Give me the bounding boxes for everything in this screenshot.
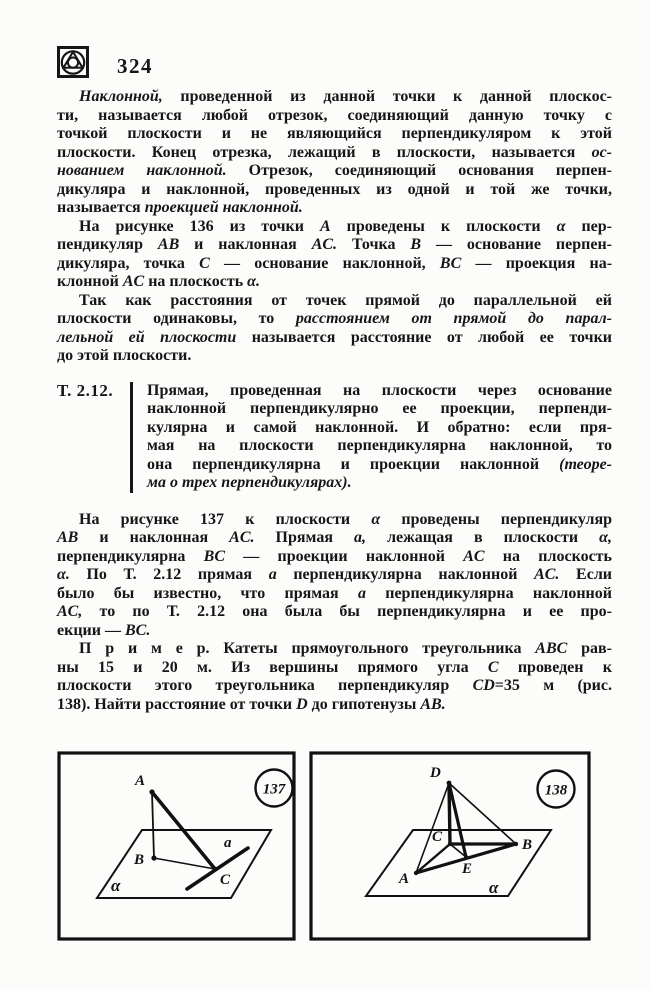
point-label-b-137: B — [134, 852, 145, 868]
text-line: дикуляра и наклонной, проведенных из одной и той же точки, — [57, 180, 612, 198]
text-line: пендикуляр AB и наклонная AC. Точка B — основание перпен- — [57, 236, 612, 253]
text-line: П р и м е р. Катеты прямоугольного треугольника ABC рав- — [79, 640, 612, 657]
text-line: плоскости этого треугольника перпендикуляр CD=35 м (рис. — [57, 677, 612, 694]
point-d-dot — [447, 781, 452, 786]
point-e-dot — [464, 855, 468, 859]
text-line: наклонной перпендикулярно ее проекции, перпенди- — [147, 400, 612, 417]
text-line: называется проекцией наклонной. — [57, 199, 303, 216]
point-c-dot-138 — [448, 842, 452, 846]
text-line: кулярна и самой наклонной. И обратно: если пря- — [147, 418, 612, 436]
paragraph-example — [57, 640, 612, 714]
text-line: плоскости. Конец отрезка, лежащий в плоскости, называется ос- — [57, 143, 612, 161]
point-a-dot — [149, 789, 154, 794]
theorem-block — [57, 382, 612, 493]
text-line: перпендикулярна BC — проекции наклонной AC на плоскость — [57, 547, 612, 565]
figure-137-border — [59, 753, 294, 939]
point-label-a-138: A — [399, 871, 410, 887]
point-a-dot-138 — [414, 871, 418, 875]
point-label-c-138: C — [432, 829, 443, 845]
text-line: она перпендикулярна и проекции наклонной (теоре- — [147, 455, 612, 473]
figure-137-panel — [57, 751, 296, 941]
plane-label-alpha-138: α — [489, 878, 499, 897]
plane-label-alpha-137: α — [111, 876, 121, 895]
point-label-d-138: D — [430, 765, 441, 781]
text-line: до этой плоскости. — [57, 347, 192, 364]
theorem-vertical-rule — [130, 382, 133, 493]
segment-ab-perpendicular — [152, 792, 154, 858]
text-line: клонной AC на плоскость α. — [57, 273, 261, 290]
paragraph-distance-definition — [57, 292, 612, 366]
figures-row — [57, 751, 612, 941]
text-line: α. По Т. 2.12 прямая a перпендикулярна наклонной AC. Если — [57, 566, 613, 583]
text-line: мая на плоскости перпендикулярна наклонной, то — [147, 437, 612, 454]
text-line: ны 15 и 20 м. Из вершины прямого угла C проведен к — [57, 658, 612, 676]
text-line: ма о трех перпендикулярах). — [147, 474, 352, 491]
point-label-e-138: E — [462, 861, 473, 877]
theorem-label: Т. 2.12. — [57, 380, 114, 400]
text-line: екции — BC. — [57, 621, 151, 639]
text-line: На рисунке 137 к плоскости α проведены перпендикуляр — [79, 510, 612, 528]
text-line: точкой плоскости и не являющийся перпендикуляром к этой — [57, 125, 612, 142]
text-line: ти, называется любой отрезок, соединяющий данную точку с — [57, 106, 612, 124]
text-line: 138). Найти расстояние от точки D до гипотенузы AB. — [57, 695, 446, 713]
point-c-dot — [213, 867, 217, 871]
series-logo-icon — [57, 46, 89, 78]
page-number: 324 — [117, 54, 153, 78]
text-line: дикуляра, точка C — основание наклонной, BC — проекция на- — [57, 254, 613, 272]
point-b-dot — [151, 855, 156, 860]
paragraph-figure-136 — [57, 218, 612, 292]
text-line: нованием наклонной. Отрезок, соединяющий основания перпен- — [57, 162, 612, 179]
text-line: плоскости одинаковы, то расстоянием от прямой до парал- — [57, 310, 612, 327]
text-line: было бы известно, что прямая a перпендикулярна наклонной — [57, 584, 612, 602]
text-line: лельной ей плоскости называется расстояние от любой ее точки — [57, 328, 613, 346]
point-b-dot-138 — [514, 842, 518, 846]
figure-number-137: 137 — [262, 781, 286, 798]
paragraph-figure-137 — [57, 511, 612, 641]
figure-number-138: 138 — [544, 782, 568, 799]
point-label-b-138: B — [522, 837, 533, 853]
text-line: AC, то по Т. 2.12 она была бы перпендикулярна и ее про- — [57, 603, 612, 620]
segment-db — [449, 783, 516, 844]
text-line: На рисунке 136 из точки A проведены к плоскости α пер- — [79, 217, 613, 235]
text-line: Прямая, проведенная на плоскости через основание — [147, 381, 612, 399]
figure-138-panel — [309, 751, 591, 941]
line-label-a: a — [224, 835, 232, 851]
text-line: Наклонной, проведенной из данной точки к данной плоскос- — [79, 88, 612, 105]
page-header — [57, 46, 612, 78]
point-label-a-137: A — [135, 773, 146, 789]
theorem-text — [147, 382, 612, 493]
text-line: Так как расстояния от точек прямой до параллельной ей — [79, 291, 612, 309]
point-label-c-137: C — [220, 872, 231, 888]
text-line: AB и наклонная AC. Прямая a, лежащая в плоскости α, — [57, 529, 612, 546]
paragraph-definition-naklonnaya — [57, 88, 612, 218]
